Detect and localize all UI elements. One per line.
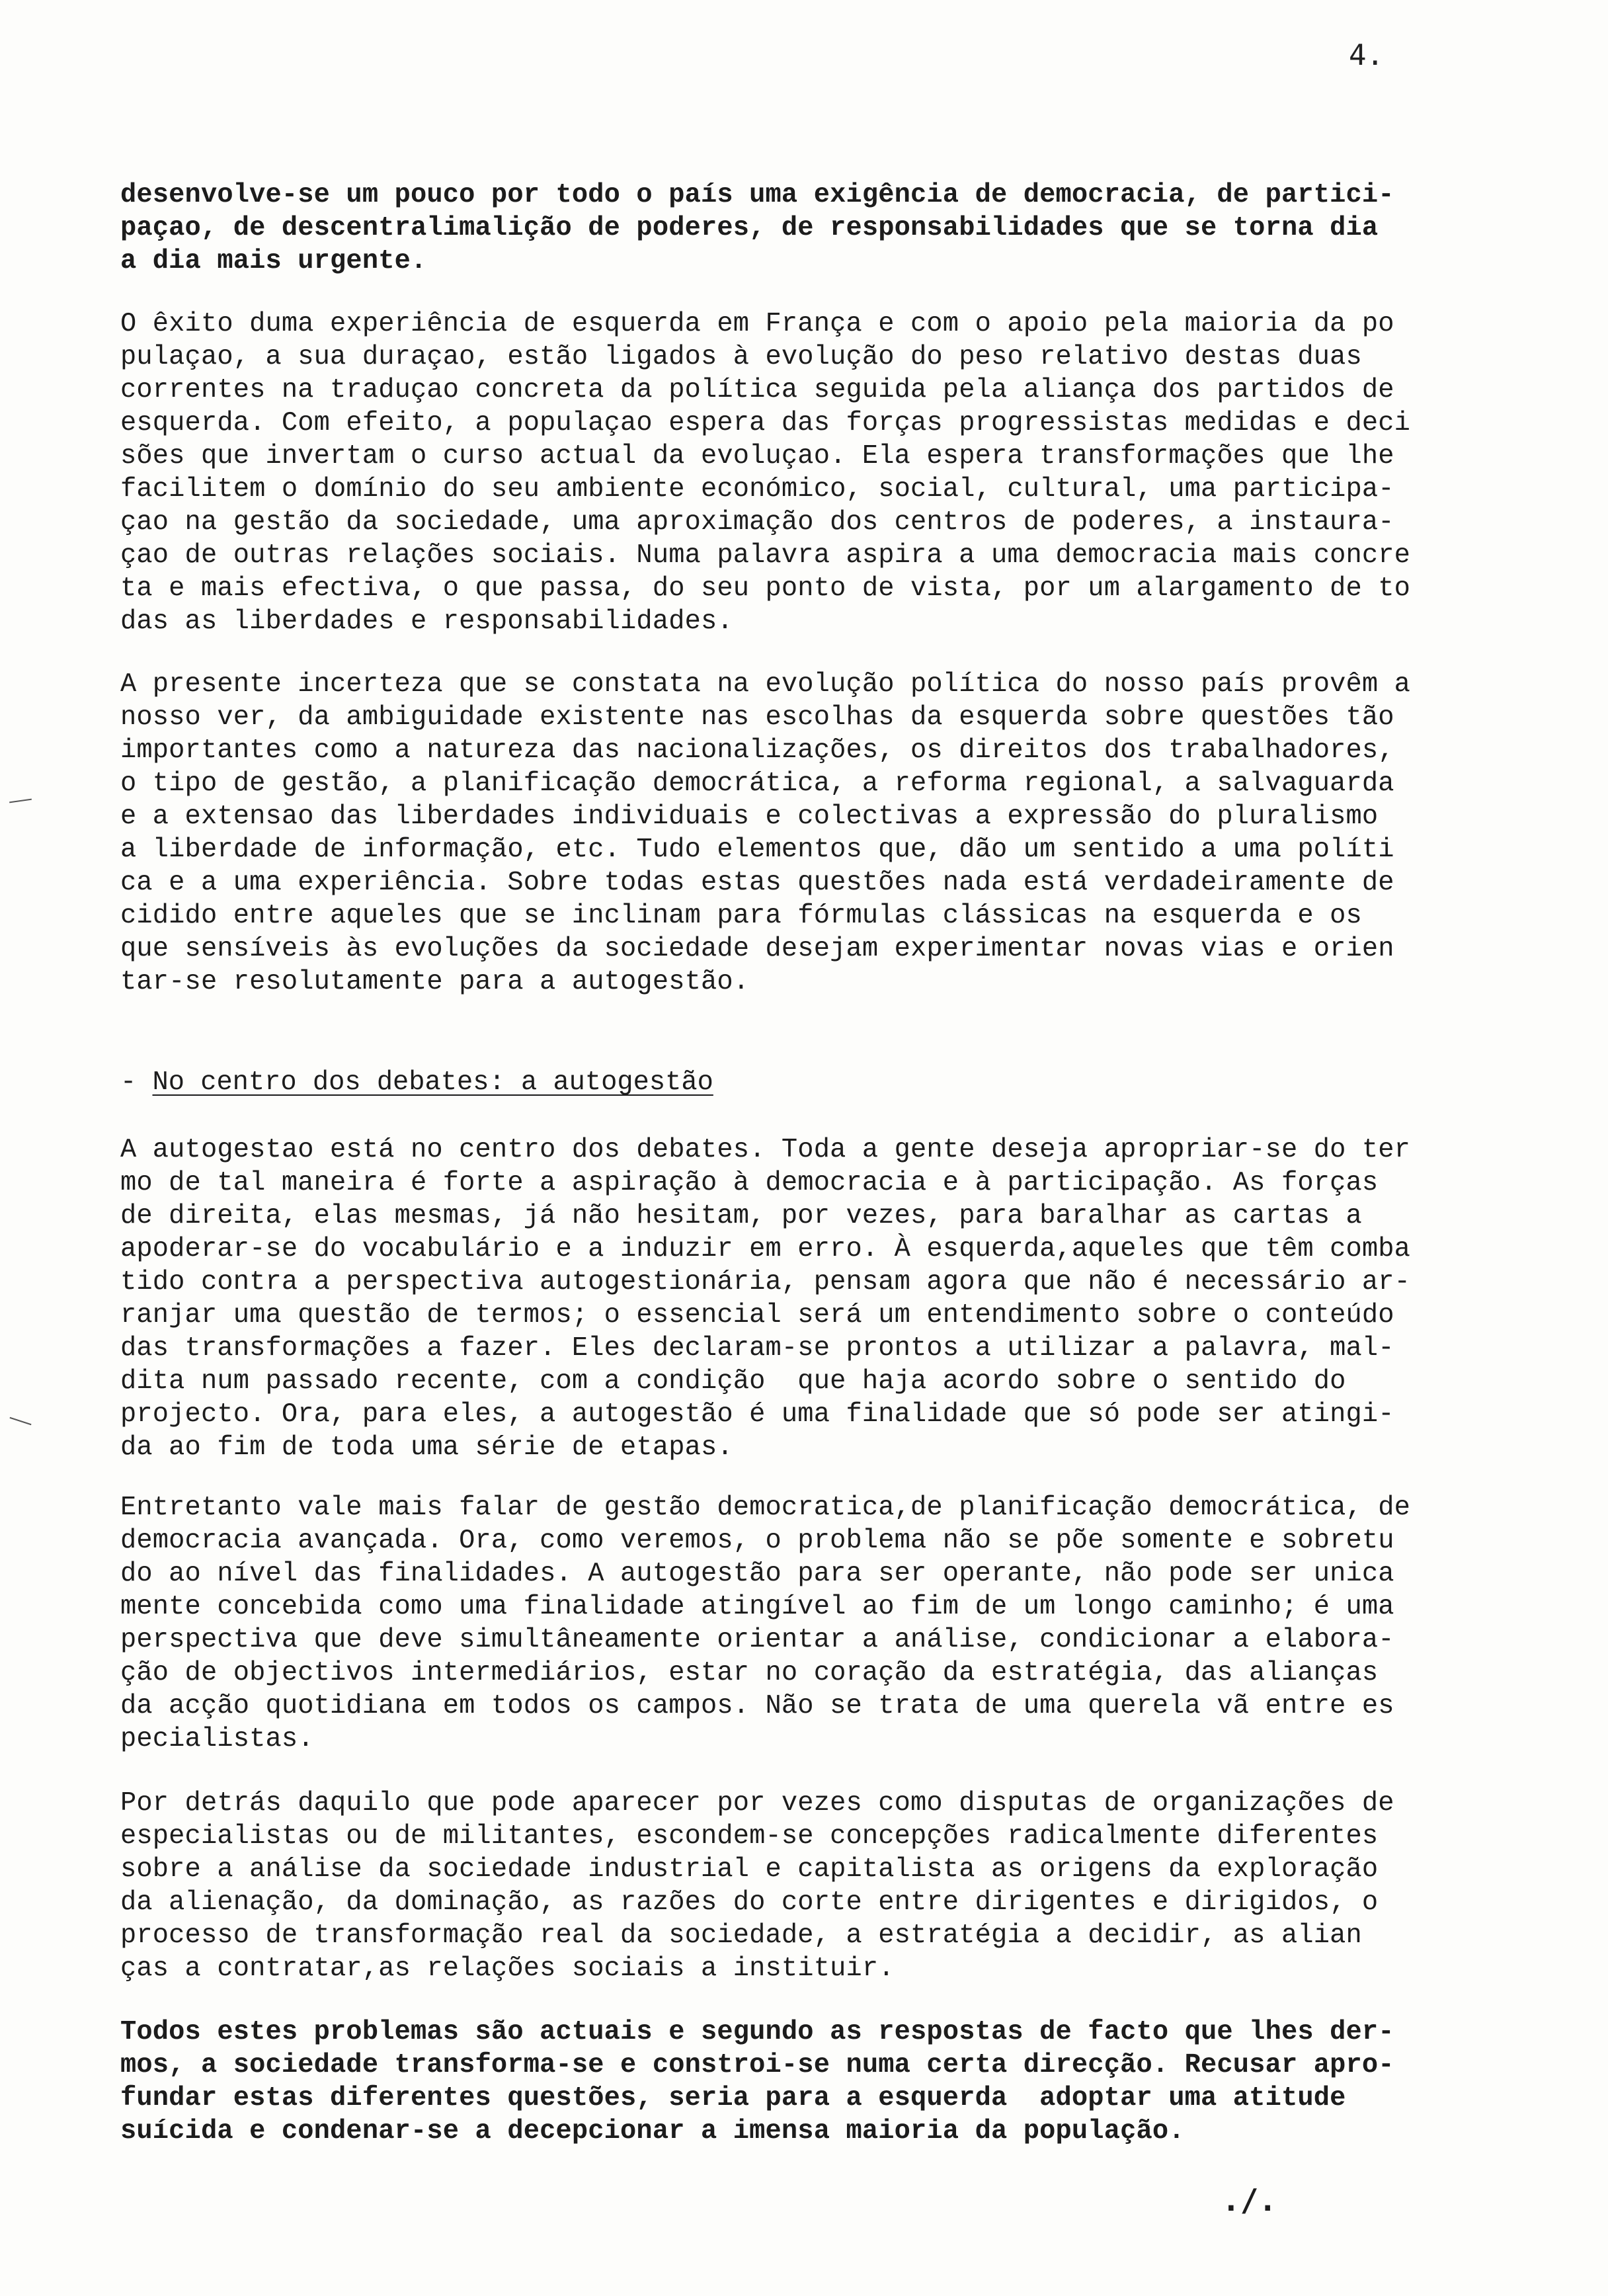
paragraph-5 [120,1491,1443,1756]
text-line: çao de outras relações sociais. Numa palavra aspira a uma democracia mais concre [120,540,1411,571]
text-line: esquerda. Com efeito, a populaçao espera das forças progressistas medidas e deci [120,408,1411,438]
text-line: importantes como a natureza das nacionalizações, os direitos dos trabalhadores, [120,735,1394,766]
text-line: democracia avançada. Ora, como veremos, o problema não se põe somente e sobretu [120,1526,1394,1556]
heading-title: No centro dos debates: a autogestão [152,1067,713,1098]
text-line: sobre a análise da sociedade industrial e capitalista as origens da exploração [120,1854,1379,1885]
text-line: a liberdade de informação, etc. Tudo elementos que, dão um sentido a uma políti [120,835,1394,865]
text-line: pecialistas. [120,1724,314,1754]
text-line: O êxito duma experiência de esquerda em França e com o apoio pela maioria da po [120,309,1394,339]
text-line: sões que invertam o curso actual da evoluçao. Ela espera transformações que lhe [120,441,1394,472]
text-line: da ao fim de toda uma série de etapas. [120,1432,733,1463]
text-line: processo de transformação real da sociedade, a estratégia a decidir, as alian [120,1920,1362,1951]
page-number: 4. [1349,38,1384,72]
text-line: Entretanto vale mais falar de gestão democratica,de planificação democrática, de [120,1493,1411,1523]
text-line: da acção quotidiana em todos os campos. Não se trata de uma querela vã entre es [120,1691,1394,1721]
text-line: do ao nível das finalidades. A autogestão para ser operante, não pode ser unica [120,1559,1394,1589]
margin-mark [9,799,32,803]
text-line: pulaçao, a sua duraçao, estão ligados à evolução do peso relativo destas duas [120,342,1362,372]
text-line: o tipo de gestão, a planificação democrática, a reforma regional, a salvaguarda [120,768,1394,799]
text-line: nosso ver, da ambiguidade existente nas escolhas da esquerda sobre questões tão [120,702,1394,733]
text-line: mos, a sociedade transforma-se e constroi-se numa certa direcção. Recusar apro- [120,2050,1394,2080]
text-line: Por detrás daquilo que pode aparecer por vezes como disputas de organizações de [120,1788,1394,1819]
text-line: cidido entre aqueles que se inclinam para fórmulas clássicas na esquerda e os [120,901,1362,931]
paragraph-3 [120,668,1443,999]
text-line: A presente incerteza que se constata na evolução política do nosso país provêm a [120,669,1411,700]
text-line: fundar estas diferentes questões, seria para a esquerda adoptar uma atitude [120,2083,1346,2113]
text-line: a dia mais urgente. [120,246,427,276]
text-line: e a extensao das liberdades individuais e colectivas a expressão do pluralismo [120,801,1379,832]
text-line: correntes na traduçao concreta da política seguida pela aliança dos partidos de [120,375,1394,405]
section-heading [120,1066,713,1099]
text-line: ção de objectivos intermediários, estar no coração da estratégia, das alianças [120,1658,1379,1688]
text-line: paçao, de descentralimalição de poderes, de responsabilidades que se torna dia [120,213,1379,243]
text-line: que sensíveis às evoluções da sociedade desejam experimentar novas vias e orien [120,934,1394,964]
text-line: especialistas ou de militantes, escondem-se concepções radicalmente diferentes [120,1821,1379,1852]
text-line: facilitem o domínio do seu ambiente económico, social, cultural, uma participa- [120,474,1394,505]
text-line: A autogestao está no centro dos debates. Toda a gente deseja apropriar-se do ter [120,1135,1411,1165]
text-line: Todos estes problemas são actuais e segundo as respostas de facto que lhes der- [120,2017,1394,2047]
paragraph-6 [120,1787,1443,1985]
paragraph-2 [120,308,1443,638]
text-line: mente concebida como uma finalidade atingível ao fim de um longo caminho; é uma [120,1592,1394,1622]
paragraph-4 [120,1133,1443,1464]
text-line: de direita, elas mesmas, já não hesitam, por vezes, para baralhar as cartas a [120,1201,1362,1231]
text-line: suícida e condenar-se a decepcionar a imensa maioria da população. [120,2116,1185,2147]
text-line: mo de tal maneira é forte a aspiração à democracia e à participação. As forças [120,1168,1379,1198]
text-line: ças a contratar,as relações sociais a instituir. [120,1953,895,1984]
text-line: tar-se resolutamente para a autogestão. [120,967,750,997]
paragraph-1 [120,179,1443,278]
margin-mark [10,1417,32,1425]
text-line: das transformações a fazer. Eles declaram-se prontos a utilizar a palavra, mal- [120,1333,1394,1364]
text-line: apoderar-se do vocabulário e a induzir em erro. À esquerda,aqueles que têm comba [120,1234,1411,1264]
text-line: ranjar uma questão de termos; o essencial será um entendimento sobre o conteúdo [120,1300,1394,1331]
text-line: çao na gestão da sociedade, uma aproximação dos centros de poderes, a instaura- [120,507,1394,538]
text-line: dita num passado recente, com a condição que haja acordo sobre o sentido do [120,1366,1346,1397]
text-line: desenvolve-se um pouco por todo o país uma exigência de democracia, de partici- [120,180,1394,210]
continuation-mark: ./. [1222,2182,1277,2218]
text-line: da alienação, da dominação, as razões do corte entre dirigentes e dirigidos, o [120,1887,1379,1918]
text-line: das as liberdades e responsabilidades. [120,606,733,637]
text-line: ca e a uma experiência. Sobre todas estas questões nada está verdadeiramente de [120,868,1394,898]
paragraph-7 [120,2016,1443,2148]
text-line: perspectiva que deve simultâneamente orientar a análise, condicionar a elabora- [120,1625,1394,1655]
text-line: tido contra a perspectiva autogestionária, pensam agora que não é necessário ar- [120,1267,1411,1297]
text-line: ta e mais efectiva, o que passa, do seu ponto de vista, por um alargamento de to [120,573,1411,604]
heading-prefix: - [120,1067,153,1098]
text-line: projecto. Ora, para eles, a autogestão é uma finalidade que só pode ser atingi- [120,1399,1394,1430]
